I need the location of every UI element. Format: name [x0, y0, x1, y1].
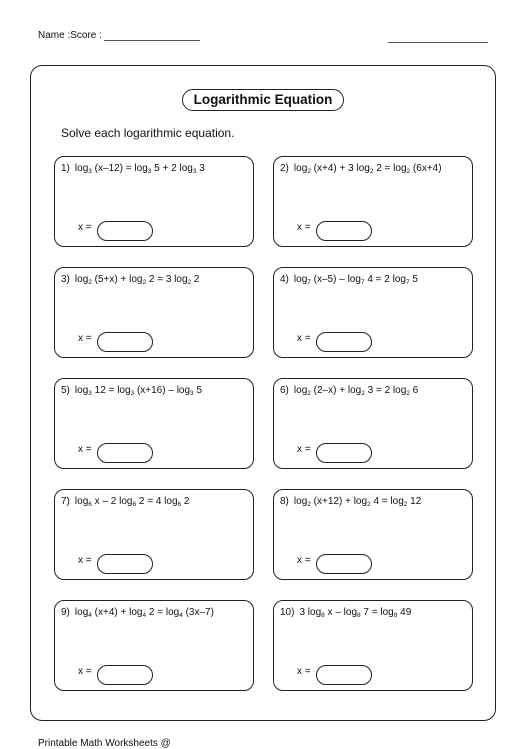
answer-field[interactable]: [316, 221, 372, 241]
equation-text: 3 = 2 log: [364, 385, 407, 396]
log-base: 6: [177, 501, 182, 508]
log-base: 6: [132, 501, 137, 508]
equation-text: log: [74, 496, 89, 507]
name-score-text: Name :Score :: [38, 30, 102, 41]
log-base: 7: [405, 279, 410, 286]
equation: [61, 607, 214, 619]
answer-label: x =: [78, 333, 92, 344]
equation-text: 49: [397, 607, 412, 618]
answer-label: x =: [297, 555, 311, 566]
equation-text: 3 log: [299, 607, 322, 618]
log-base: 8: [321, 612, 325, 619]
log-base: 3: [130, 390, 135, 397]
instructions: Solve each logarithmic equation.: [61, 126, 235, 140]
problem-number: 3): [61, 274, 70, 285]
equation-text: x – log: [324, 607, 358, 618]
log-base: 4: [179, 612, 183, 619]
answer-label: x =: [297, 222, 311, 233]
footer-text: Printable Math Worksheets @: [38, 738, 171, 749]
equation: [280, 385, 418, 397]
log-base: 4: [88, 612, 92, 619]
log-base: 2: [406, 390, 410, 397]
answer-label: x =: [78, 222, 92, 233]
log-base: 2: [142, 279, 147, 286]
answer-field[interactable]: [97, 665, 153, 685]
log-base: 2: [361, 390, 365, 397]
equation-text: log: [293, 385, 308, 396]
problem-box-1: [54, 156, 254, 247]
log-base: 2: [369, 168, 374, 175]
equation-text: 12 = log: [91, 385, 131, 396]
log-base: 7: [360, 279, 365, 286]
equation: [61, 385, 202, 397]
problem-box-7: [54, 489, 254, 580]
equation-text: 5: [193, 385, 203, 396]
log-base: 2: [307, 168, 311, 175]
problem-number: 8): [280, 496, 289, 507]
equation-text: (x+4) + log: [91, 607, 143, 618]
problem-number: 6): [280, 385, 289, 396]
answer-field[interactable]: [97, 443, 153, 463]
problem-number: 4): [280, 274, 289, 285]
equation-text: log: [293, 496, 308, 507]
log-base: 2: [406, 168, 411, 175]
equation-text: (x+4) + 3 log: [310, 163, 370, 174]
equation-text: log: [74, 274, 89, 285]
equation-text: (x+16) – log: [134, 385, 191, 396]
equation-text: (6x+4): [410, 163, 442, 174]
blank-line: [388, 42, 488, 43]
equation: [280, 274, 418, 286]
log-base: 3: [147, 168, 152, 175]
equation-text: 2: [181, 496, 190, 507]
equation-text: log: [293, 163, 308, 174]
equation-text: log: [74, 163, 89, 174]
answer-label: x =: [297, 333, 311, 344]
answer-field[interactable]: [316, 332, 372, 352]
equation: [280, 496, 421, 508]
log-base: 3: [88, 390, 92, 397]
log-base: 2: [307, 390, 311, 397]
name-score-label: [38, 30, 200, 41]
equation: [61, 496, 190, 508]
problem-box-6: [273, 378, 473, 469]
equation-text: 4 = 2 log: [364, 274, 406, 285]
equation-text: 5: [409, 274, 418, 285]
equation-text: 12: [407, 496, 422, 507]
worksheet-title: Logarithmic Equation: [182, 89, 344, 111]
equation-text: (5+x) + log: [91, 274, 143, 285]
log-base: 3: [190, 390, 194, 397]
log-base: 2: [403, 501, 408, 508]
equation-text: 4 = log: [370, 496, 404, 507]
equation-text: x – 2 log: [91, 496, 133, 507]
equation-text: 2 = 4 log: [136, 496, 178, 507]
problem-number: 10): [280, 607, 295, 618]
equation-text: (x–12) = log: [91, 163, 148, 174]
problem-number: 2): [280, 163, 289, 174]
equation-text: (x–5) – log: [310, 274, 361, 285]
answer-label: x =: [78, 555, 92, 566]
equation-text: 5 + 2 log: [151, 163, 193, 174]
equation-text: 2 = log: [146, 607, 180, 618]
log-base: 2: [307, 501, 311, 508]
log-base: 4: [142, 612, 147, 619]
problem-box-3: [54, 267, 254, 358]
answer-field[interactable]: [316, 665, 372, 685]
problem-box-8: [273, 489, 473, 580]
problem-box-9: [54, 600, 254, 691]
problem-box-5: [54, 378, 254, 469]
problem-number: 9): [61, 607, 70, 618]
problem-box-10: [273, 600, 473, 691]
name-score-line: [104, 31, 200, 41]
answer-field[interactable]: [97, 221, 153, 241]
equation-text: (3x–7): [182, 607, 214, 618]
log-base: 8: [393, 612, 398, 619]
log-base: 3: [192, 168, 197, 175]
answer-label: x =: [297, 444, 311, 455]
equation-text: 2: [191, 274, 200, 285]
answer-field[interactable]: [316, 554, 372, 574]
answer-label: x =: [78, 444, 92, 455]
problem-number: 5): [61, 385, 70, 396]
equation: [280, 163, 442, 175]
equation-text: 2 = 3 log: [146, 274, 188, 285]
problem-number: 1): [61, 163, 70, 174]
equation-text: 7 = log: [360, 607, 394, 618]
equation-text: 3: [196, 163, 205, 174]
equation: [61, 274, 200, 286]
problem-box-4: [273, 267, 473, 358]
log-base: 2: [88, 279, 92, 286]
log-base: 6: [88, 501, 92, 508]
log-base: 7: [307, 279, 311, 286]
log-base: 3: [88, 168, 92, 175]
equation: [280, 607, 411, 619]
equation-text: log: [74, 607, 89, 618]
answer-field[interactable]: [97, 332, 153, 352]
answer-label: x =: [78, 666, 92, 677]
equation-text: 6: [409, 385, 419, 396]
equation-text: log: [293, 274, 308, 285]
equation-text: (2–x) + log: [310, 385, 362, 396]
problem-box-2: [273, 156, 473, 247]
equation-text: log: [74, 385, 89, 396]
log-base: 2: [367, 501, 371, 508]
answer-label: x =: [297, 666, 311, 677]
problem-number: 7): [61, 496, 70, 507]
equation-text: 2 = log: [373, 163, 407, 174]
answer-field[interactable]: [97, 554, 153, 574]
equation-text: (x+12) + log: [310, 496, 368, 507]
log-base: 8: [357, 612, 361, 619]
answer-field[interactable]: [316, 443, 372, 463]
equation: [61, 163, 205, 175]
log-base: 2: [187, 279, 192, 286]
